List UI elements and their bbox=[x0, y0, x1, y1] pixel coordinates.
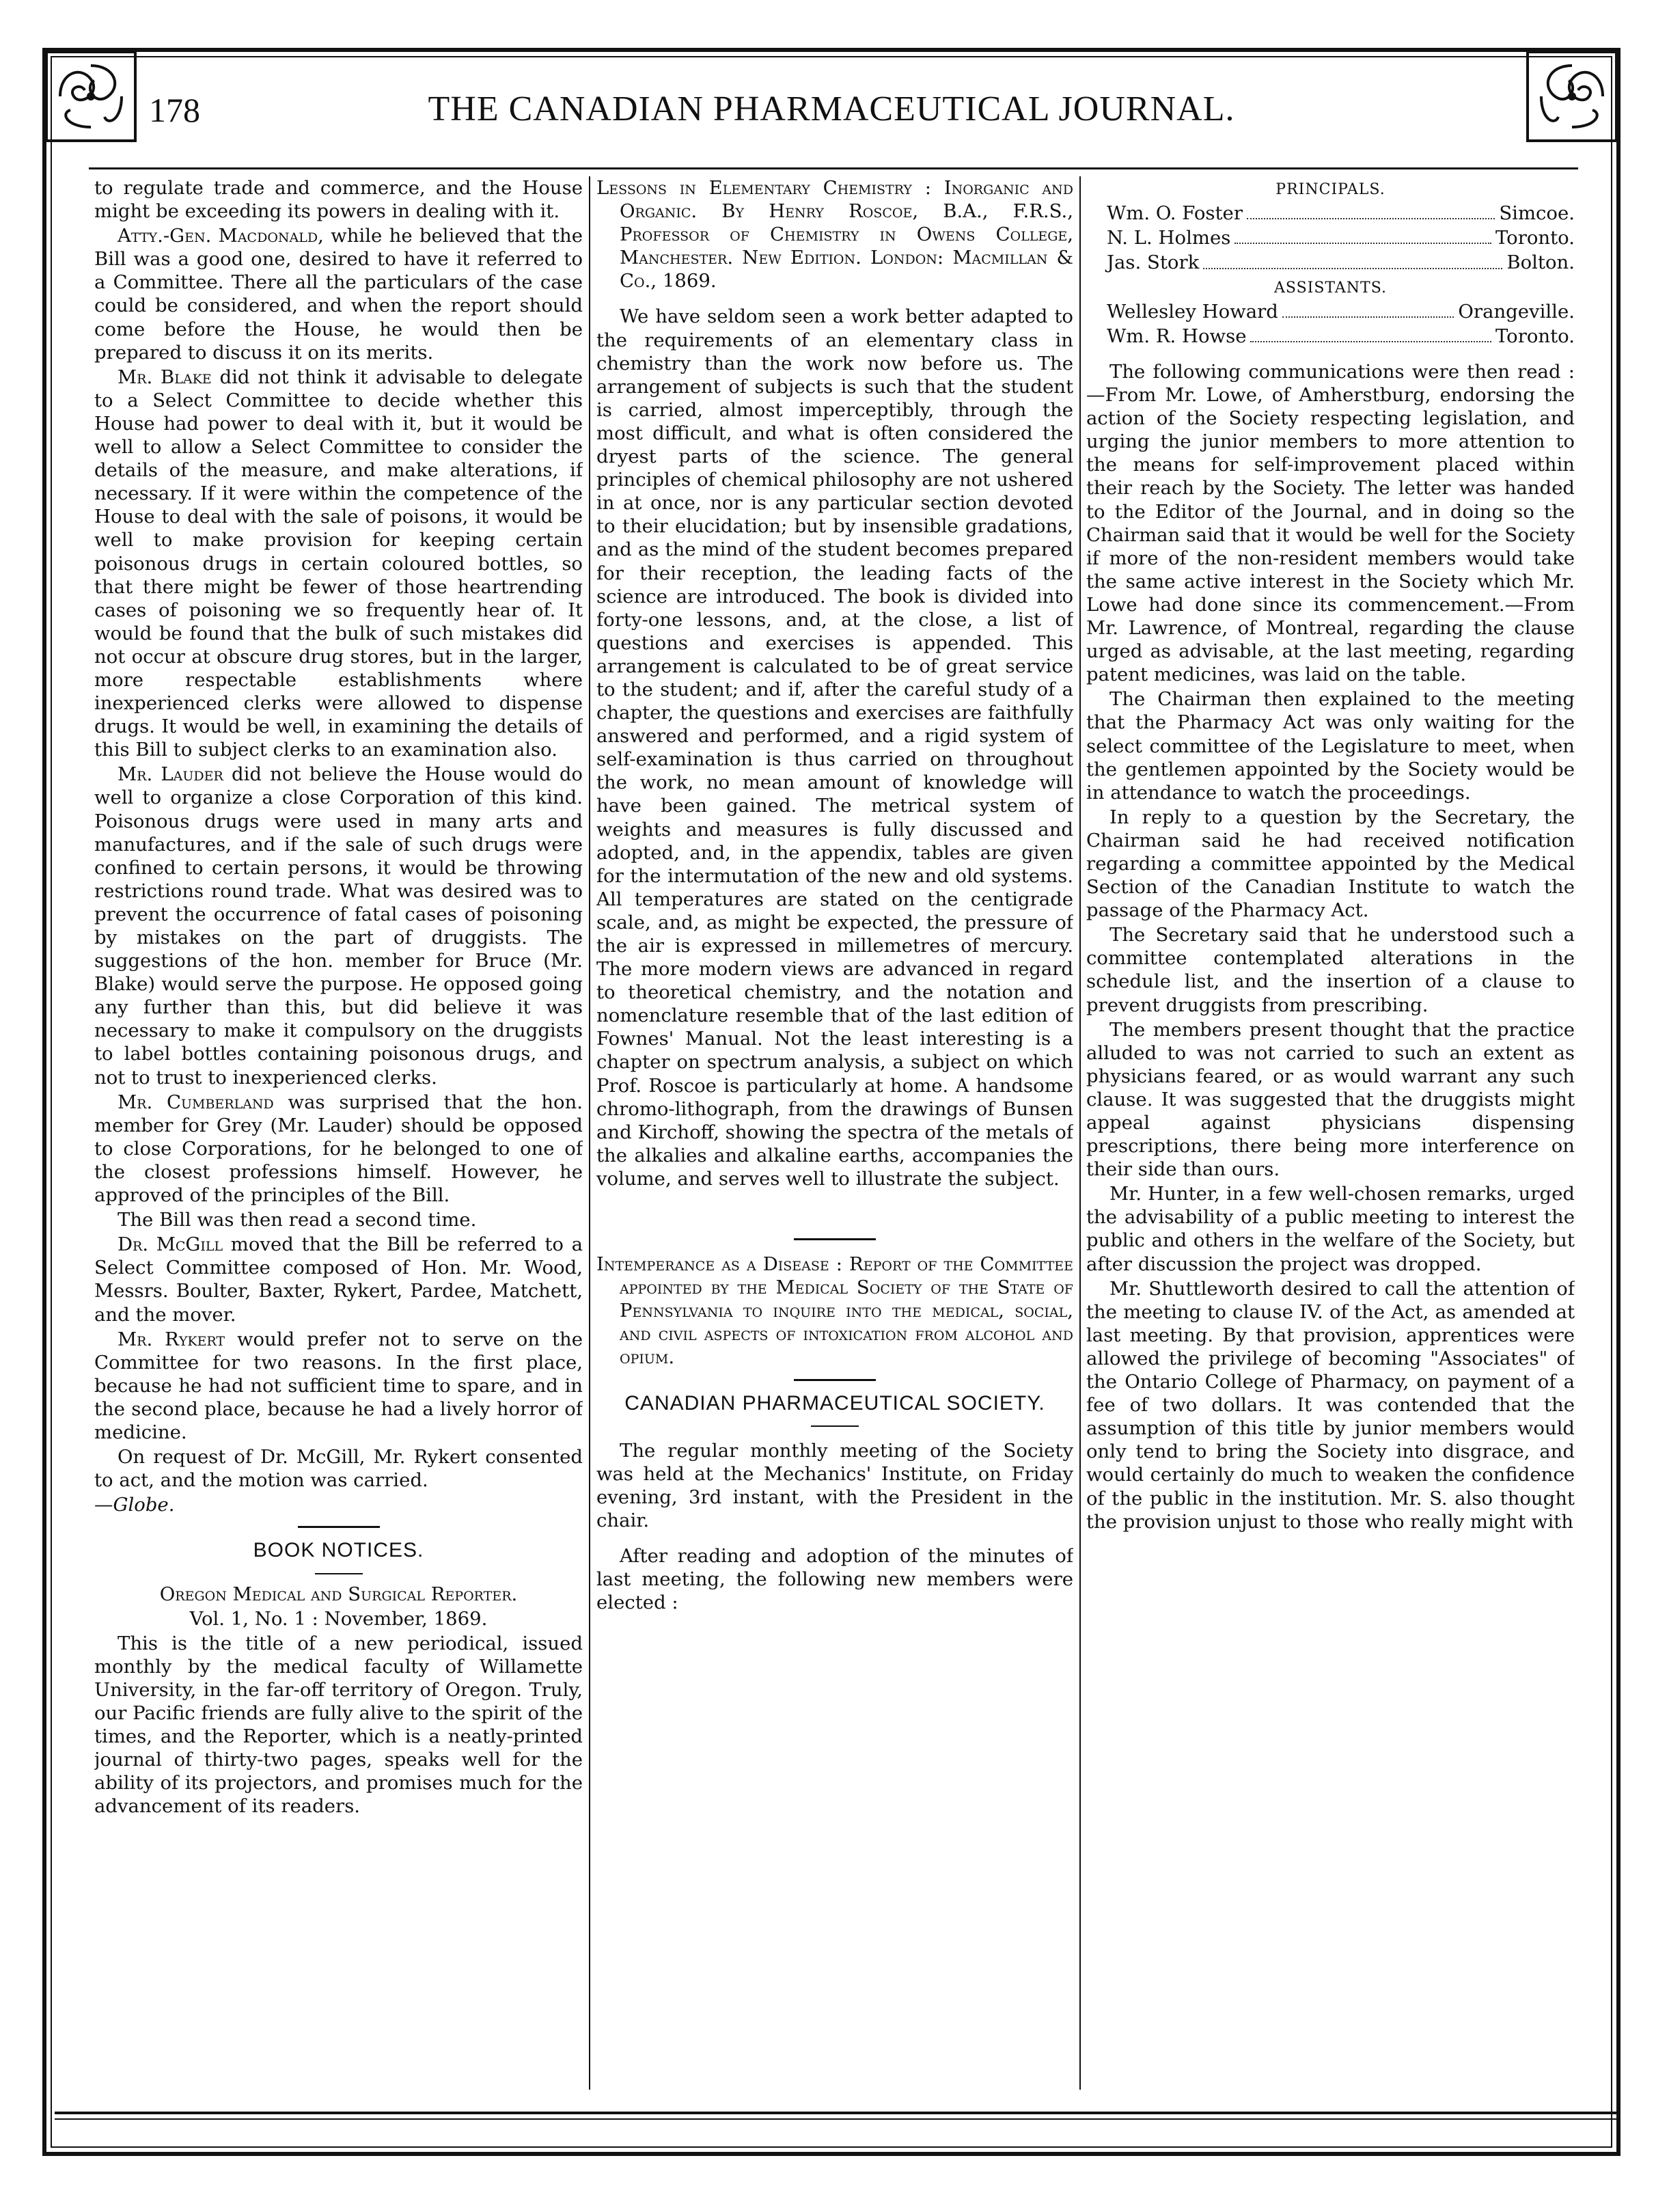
roster-label: PRINCIPALS. bbox=[1275, 181, 1385, 198]
member-name: Wm. R. Howse bbox=[1107, 325, 1247, 347]
paragraph: Mr. Shuttleworth desired to call the attention of the meeting to clause IV. of the Act, as amended at last meeting. By that provision, apprentices were allowed the privilege of becoming "Associates" of the Ontario College of Pharmacy, on payment of a fee of two dollars. It was contended that the assumption of this title by junior members would only tend to bring the Society into disgrace, and would certainly do much to weaken the confidence of the public in the institution. Mr. S. also thought the provision unjust to those who really might with bbox=[1086, 1277, 1575, 1533]
paragraph-text: did not believe the House would do well to organize a close Corporation of this kind. Poisonous drugs were used in many arts and manufactures, and if the sale of such drugs were confined to certain persons, it would be throwing restrictions round trade. What was desired was to prevent the occurrence of fatal cases of poisoning by mistakes on the part of druggists. The suggestions of the hon. member for Bruce (Mr. Blake) would serve the purpose. He opposed going any further than this, but did believe it was necessary to make it compulsory on the druggists to label bottles containing poisonous drugs, and not to trust to inexperienced clerks. bbox=[94, 763, 583, 1089]
section-rule bbox=[794, 1238, 876, 1240]
column-divider bbox=[589, 176, 590, 2090]
leader-dots bbox=[1234, 226, 1491, 244]
paragraph-text: moved that the Bill be referred to a Select Committee composed of Hon. Mr. Wood, Messrs. Boulter, Baxter, Rykert, Pardee, Matchett, and the mover. bbox=[94, 1233, 583, 1326]
section-rule bbox=[811, 1425, 859, 1427]
section-heading: CANADIAN PHARMACEUTICAL SOCIETY. bbox=[624, 1391, 1045, 1415]
section-rule bbox=[794, 1379, 876, 1381]
notice-volume: Vol. 1, No. 1 : November, 1869. bbox=[189, 1607, 488, 1630]
header-rule bbox=[89, 167, 1578, 169]
paragraph bbox=[94, 1091, 583, 1207]
paragraph bbox=[94, 1233, 583, 1326]
paragraph: The Secretary said that he understood such a committee contemplated alterations in the schedule list, and the insertion of a clause to prevent druggists from prescribing. bbox=[1086, 924, 1575, 1016]
member-place: Bolton. bbox=[1506, 251, 1575, 274]
paragraph bbox=[94, 224, 583, 364]
paragraph: The following communications were then read :—From Mr. Lowe, of Amherstburg, endorsing the action of the Society respecting legislation, and urging the junior members to more attention to the means for self-improvement placed within their reach by the Society. The letter was handed to the Editor of the Journal, and in doing so the Chairman said that it would be well for the Society if more of the non-resident members would take the same active interest in the Society which Mr. Lowe had done since its commencement.—From Mr. Lawrence, of Montreal, regarding the clause urged as advisable, at the last meeting, regarding patent medicines, was laid on the table. bbox=[1086, 361, 1575, 686]
paragraph: On request of Dr. McGill, Mr. Rykert consented to act, and the motion was carried. bbox=[94, 1446, 583, 1492]
section-rule bbox=[315, 1573, 363, 1574]
speaker-name: Mr. Rykert bbox=[118, 1328, 225, 1350]
notice-title: Oregon Medical and Surgical Reporter. bbox=[159, 1583, 518, 1605]
paragraph bbox=[94, 1328, 583, 1444]
paragraph-text: while he believed that the Bill was a good one, desired to have it referred to a Committee. There all the particulars of the case could be considered, and when the report should come before the House, he would then be prepared to discuss it on its merits. bbox=[94, 225, 583, 364]
leader-dots bbox=[1203, 251, 1502, 269]
speaker-name: Mr. Lauder bbox=[118, 763, 223, 786]
roster-row bbox=[1107, 300, 1575, 323]
speaker-name: Dr. McGill bbox=[118, 1233, 223, 1256]
roster-row bbox=[1107, 202, 1575, 225]
paragraph: to regulate trade and commerce, and the House might be exceeding its powers in dealing with it. bbox=[94, 177, 583, 223]
paragraph: Mr. Hunter, in a few well-chosen remarks, urged the advisability of a public meeting to interest the public and others in the welfare of the Society, but after discussion the project was dropped. bbox=[1086, 1183, 1575, 1275]
paragraph: The Chairman then explained to the meeting that the Pharmacy Act was only waiting for the select committee of the Legislature to meet, when the gentlemen appointed by the Society would be in attendance to watch the proceedings. bbox=[1086, 688, 1575, 804]
paragraph bbox=[94, 763, 583, 1089]
member-place: Simcoe. bbox=[1499, 202, 1575, 225]
notice-title: Lessons in Elementary Chemistry : Inorganic and Organic. By Henry Roscoe, B.A., F.R.S., Professor of Chemistry in Owens College, Manchester. New Edition. London: Macmillan & Co., 1869. bbox=[596, 177, 1073, 292]
column-1 bbox=[94, 176, 583, 2090]
paragraph: The Bill was then read a second time. bbox=[118, 1209, 477, 1231]
column-divider bbox=[1079, 176, 1081, 2090]
paragraph: After reading and adoption of the minutes of last meeting, the following new members were elected : bbox=[596, 1545, 1073, 1614]
leader-dots bbox=[1250, 325, 1491, 342]
speaker-name: Mr. Blake bbox=[118, 366, 212, 388]
column-3 bbox=[1086, 176, 1575, 2090]
roster-row bbox=[1107, 325, 1575, 348]
paragraph-text: was surprised that the hon. member for Grey (Mr. Lauder) should be opposed to close Corporations, for he belonged to one of the closest professions himself. However, he approved of the principles of the Bill. bbox=[94, 1091, 583, 1207]
source-credit: —Globe. bbox=[94, 1494, 175, 1516]
notice-title: Intemperance as a Disease : Report of the Committee appointed by the Medical Society of the State of Pennsylvania to inquire into the medical, social, and civil aspects of intoxication from alcohol and opium. bbox=[596, 1253, 1073, 1369]
leader-dots bbox=[1282, 300, 1454, 318]
member-name: Wellesley Howard bbox=[1107, 300, 1278, 323]
paragraph-text: did not think it advisable to delegate to a Select Committee to decide whether this House had power to deal with it, but it would be well to allow a Select Committee to consider the details of the measure, and make alterations, if necessary. If it were within the competence of the House to deal with the sale of poisons, it would be well to make provision for keeping certain poisonous drugs in certain coloured bottles, so that there might be fewer of those heartrending cases of poisoning we so frequently hear of. It would be found that the bulk of such mistakes did not occur at obscure drug stores, but in the larger, more respectable establishments where inexperienced clerks were allowed to dispense drugs. It would be well, in examining the details of this Bill to subject clerks to an examination also. bbox=[94, 366, 583, 761]
roster-label: ASSISTANTS. bbox=[1274, 279, 1387, 297]
journal-title: THE CANADIAN PHARMACEUTICAL JOURNAL. bbox=[428, 90, 1235, 128]
member-name: Wm. O. Foster bbox=[1107, 202, 1243, 225]
speaker-name: Atty.-Gen. Macdonald, bbox=[118, 225, 324, 247]
page-number: 178 bbox=[149, 91, 200, 129]
section-heading: BOOK NOTICES. bbox=[253, 1539, 424, 1562]
paragraph: The regular monthly meeting of the Society was held at the Mechanics' Institute, on Friday evening, 3rd instant, with the President in the chair. bbox=[596, 1439, 1073, 1531]
column-2 bbox=[596, 176, 1073, 2090]
footer-rule bbox=[55, 2118, 1619, 2120]
footer-rule bbox=[55, 2112, 1619, 2114]
leader-dots bbox=[1247, 202, 1495, 219]
paragraph: In reply to a question by the Secretary, the Chairman said he had received notification regarding a committee appointed by the Medical Section of the Canadian Institute to watch the passage of the Pharmacy Act. bbox=[1086, 806, 1575, 922]
member-name: Jas. Stork bbox=[1107, 251, 1200, 274]
member-place: Toronto. bbox=[1495, 325, 1575, 347]
member-place: Toronto. bbox=[1495, 227, 1575, 249]
page-header bbox=[61, 75, 1601, 157]
paragraph: This is the title of a new periodical, issued monthly by the medical faculty of Willamette University, in the far-off territory of Oregon. Truly, our Pacific friends are fully alive to the spirit of the times, and the Reporter, which is a neatly-printed journal of thirty-two pages, speaks well for the ability of its projectors, and promises much for the advancement of its readers. bbox=[94, 1632, 583, 1818]
roster-row bbox=[1107, 226, 1575, 249]
paragraph bbox=[94, 366, 583, 762]
speaker-name: Mr. Cumberland bbox=[118, 1091, 274, 1113]
member-name: N. L. Holmes bbox=[1107, 227, 1231, 249]
paragraph-text: would prefer not to serve on the Committee for two reasons. In the first place, because he had not sufficient time to spare, and in the second place, because he had a lively horror of medicine. bbox=[94, 1328, 583, 1443]
paragraph: The members present thought that the practice alluded to was not carried to such an extent as physicians feared, or as would warrant any such clause. It was suggested that the druggists might appeal against physicians dispensing prescriptions, there being more interference on their side than ours. bbox=[1086, 1018, 1575, 1181]
member-place: Orangeville. bbox=[1458, 300, 1575, 323]
paragraph: We have seldom seen a work better adapted to the requirements of an elementary class in chemistry than the work now before us. The arrangement of subjects is such that the student is carried, almost imperceptibly, through the most difficult, and what is often considered the dryest parts of the science. The general principles of chemical philosophy are not ushered in at once, nor is any particular section devoted to their elucidation; but by insensible gradations, and as the mind of the student becomes prepared for their reception, the leading facts of the science are introduced. The book is divided into forty-one lessons, and, at the close, a list of questions and exercises is appended. This arrangement is calculated to be of great service to the student; and if, after the careful study of a chapter, the questions and exercises are faithfully answered and performed, and a rigid system of self-examination is thus carried on throughout the work, no mean amount of knowledge will have been gained. The metrical system of weights and measures is fully discussed and adopted, and, in the appendix, tables are given for the intermutation of the new and old systems. All temperatures are stated on the centigrade scale, and, as might be expected, the pressure of the air is expressed in millemetres of mercury. The more modern views are advanced in regard to theoretical chemistry, and the notation and nomenclature resemble that of the last edition of Fownes' Manual. Not the least interesting is a chapter on spectrum analysis, a subject on which Prof. Roscoe is particularly at home. A handsome chromo-lithograph, from the drawings of Bunsen and Kirchoff, showing the spectra of the metals of the alkalies and alkaline earths, accompanies the volume, and serves well to illustrate the subject. bbox=[596, 305, 1073, 1190]
roster-row bbox=[1107, 251, 1575, 274]
section-rule bbox=[298, 1526, 380, 1528]
